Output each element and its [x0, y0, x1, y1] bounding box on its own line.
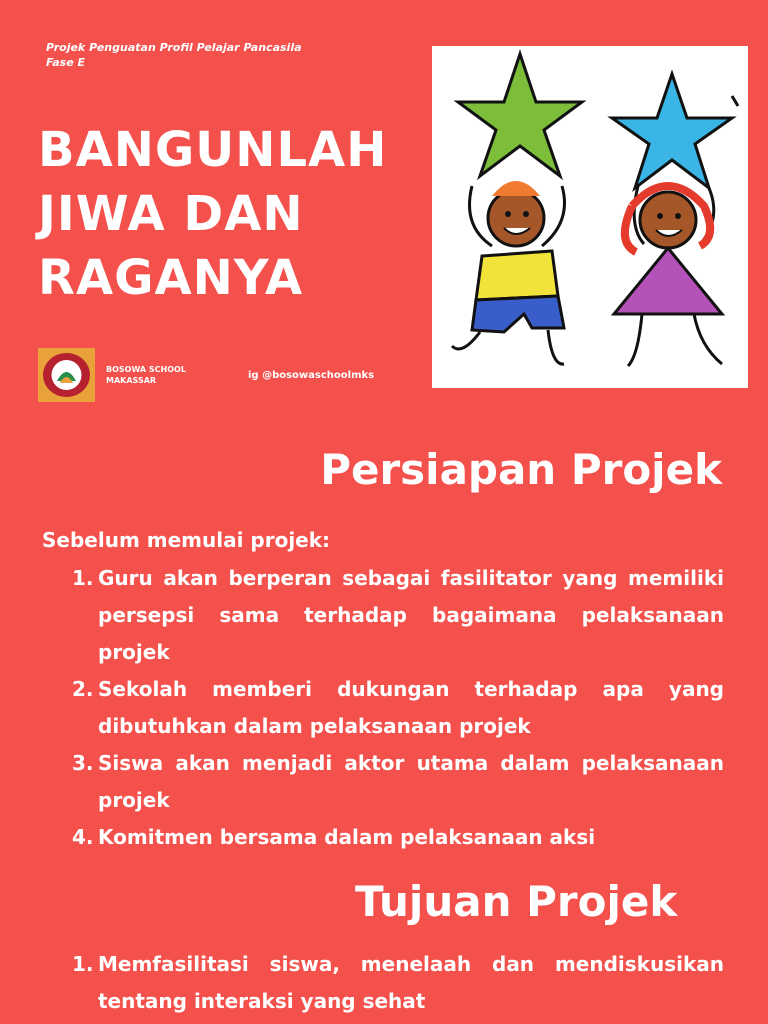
eyebrow-line: Fase E [46, 56, 86, 69]
goals-list [72, 946, 724, 1020]
item-text: Guru akan berperan sebagai fasilitator yang memiliki persepsi sama terhadap bagaimana pelaksanaan projek [98, 566, 724, 664]
item-text: Siswa akan menjadi aktor utama dalam pelaksanaan projek [98, 751, 724, 812]
list-item [72, 745, 724, 819]
list-item [72, 946, 724, 1020]
school-line: BOSOWA SCHOOL [106, 365, 186, 374]
instagram-handle: ig @bosowaschoolmks [248, 370, 375, 381]
list-item [72, 819, 724, 856]
school-name [106, 364, 186, 386]
list-item [72, 671, 724, 745]
item-text: Memfasilitasi siswa, menelaah dan mendiskusikan tentang interaksi yang sehat [98, 952, 724, 1013]
preparation-list [72, 560, 724, 856]
item-number: 4. [72, 825, 94, 849]
item-number: 3. [72, 751, 94, 775]
item-text: Komitmen bersama dalam pelaksanaan aksi [98, 825, 596, 849]
item-number: 2. [72, 677, 94, 701]
kids-holding-stars-illustration [432, 46, 748, 388]
section-heading: Tujuan Projek [355, 877, 678, 926]
poster-title [38, 118, 398, 310]
school-logo [38, 348, 95, 402]
list-item [72, 560, 724, 671]
section-intro: Sebelum memulai projek: [42, 528, 331, 552]
title-line: RAGANYA [38, 250, 304, 306]
item-number: 1. [72, 952, 94, 976]
eyebrow-line: Projek Penguatan Profil Pelajar Pancasila [46, 41, 302, 54]
item-number: 1. [72, 566, 94, 590]
section-heading: Persiapan Projek [320, 445, 722, 494]
item-text: Sekolah memberi dukungan terhadap apa yang dibutuhkan dalam pelaksanaan projek [98, 677, 724, 738]
eyebrow [46, 40, 302, 70]
title-line: BANGUNLAH [38, 122, 388, 178]
logo-emblem-icon [43, 353, 90, 397]
blue-star-icon [612, 74, 732, 188]
school-line: MAKASSAR [106, 376, 157, 385]
title-line: JIWA DAN [38, 186, 304, 242]
green-star-icon [458, 54, 582, 176]
